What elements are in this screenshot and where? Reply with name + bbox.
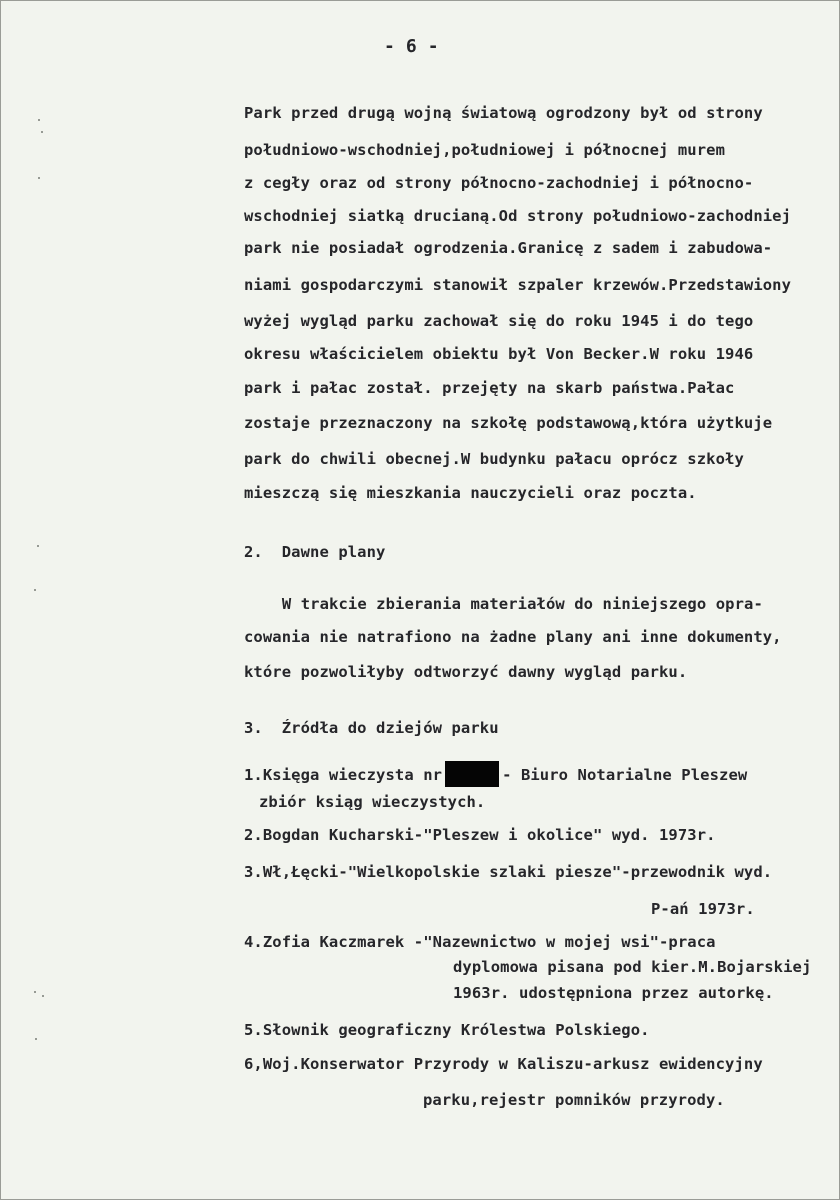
paragraph-line: mieszczą się mieszkania nauczycieli oraz poczta. [244, 484, 697, 502]
source-item-continuation: P-ań 1973r. [651, 900, 755, 918]
source-item-continuation: zbiór ksiąg wieczystych. [259, 793, 486, 811]
source-item: 5.Słownik geograficzny Królestwa Polskiego. [244, 1021, 650, 1039]
paper-speck [38, 177, 40, 179]
source-text: 1.Księga wieczysta nr [244, 766, 443, 784]
source-item [244, 761, 747, 787]
paragraph-line: okresu właścicielem obiektu był Von Becker.W roku 1946 [244, 345, 754, 363]
paragraph-line: niami gospodarczymi stanowił szpaler krzewów.Przedstawiony [244, 276, 792, 294]
paper-speck [35, 1038, 37, 1040]
paragraph-line: wschodniej siatką drucianą.Od strony południowo-zachodniej [244, 207, 792, 225]
page-number: - 6 - [384, 36, 439, 57]
paragraph-line: park nie posiadał ogrodzenia.Granicę z sadem i zabudowa- [244, 239, 773, 257]
paper-speck [34, 589, 36, 591]
paragraph-line: z cegły oraz od strony północno-zachodniej i północno- [244, 174, 754, 192]
source-item-continuation: 1963r. udostępniona przez autorkę. [453, 984, 774, 1002]
paragraph-line: park do chwili obecnej.W budynku pałacu oprócz szkoły [244, 450, 744, 468]
paragraph-line: Park przed drugą wojną światową ogrodzony był od strony [244, 104, 763, 122]
paragraph-line: zostaje przeznaczony na szkołę podstawową,która użytkuje [244, 414, 773, 432]
paragraph-line: wyżej wygląd parku zachował się do roku 1945 i do tego [244, 312, 754, 330]
source-item-continuation: parku,rejestr pomników przyrody. [423, 1091, 725, 1109]
paper-speck [37, 545, 39, 547]
section-heading: 3. Źródła do dziejów parku [244, 719, 499, 737]
paragraph-line: południowo-wschodniej,południowej i północnej murem [244, 141, 726, 159]
paper-speck [41, 131, 43, 133]
source-item: 2.Bogdan Kucharski-"Pleszew i okolice" wyd. 1973r. [244, 826, 716, 844]
source-item: 4.Zofia Kaczmarek -"Nazewnictwo w mojej wsi"-praca [244, 933, 716, 951]
redaction-block [445, 761, 499, 787]
paper-speck [42, 995, 44, 997]
source-item: 6,Woj.Konserwator Przyrody w Kaliszu-arkusz ewidencyjny [244, 1055, 763, 1073]
paper-speck [38, 119, 40, 121]
source-item: 3.Wł,Łęcki-"Wielkopolskie szlaki piesze"-przewodnik wyd. [244, 863, 773, 881]
paragraph-line: W trakcie zbierania materiałów do niniejszego opra- [263, 595, 763, 613]
paper-speck [34, 991, 36, 993]
paragraph-line: cowania nie natrafiono na żadne plany ani inne dokumenty, [244, 628, 782, 646]
paragraph-line: park i pałac został. przejęty na skarb państwa.Pałac [244, 379, 735, 397]
section-heading: 2. Dawne plany [244, 543, 386, 561]
source-item-continuation: dyplomowa pisana pod kier.M.Bojarskiej [453, 958, 812, 976]
paragraph-line: które pozwoliłyby odtworzyć dawny wygląd parku. [244, 663, 688, 681]
source-text: - Biuro Notarialne Pleszew [502, 766, 748, 784]
